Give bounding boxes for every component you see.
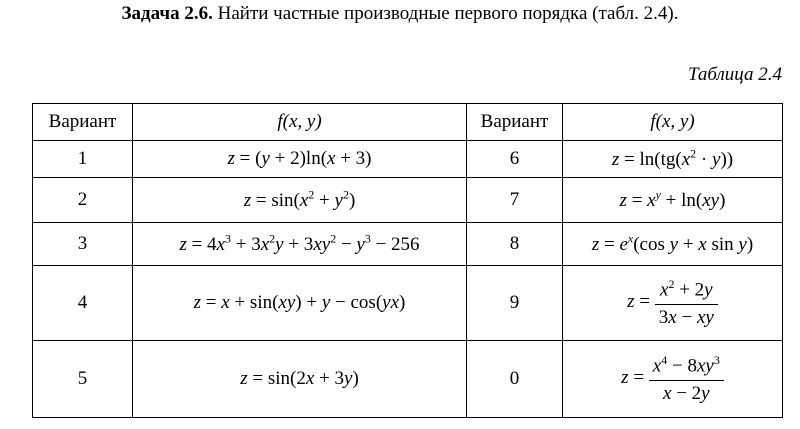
variant-number: 0 [467,341,563,418]
functions-table [32,103,783,418]
formula-image: z = x + sin(xy) + y − cos(yx) [133,266,467,341]
header-function-left: f(x, y) [133,104,467,141]
task-heading [0,2,800,26]
table-row [33,141,783,178]
variant-number: 7 [467,178,563,223]
formula-image: z = $\frac{x^4 - 8xy^3}{x - 2y}$ [563,341,783,418]
variant-number: 1 [33,141,133,178]
formula-image: z = $\frac{x^2 + 2y}{3x - xy}$ [563,266,783,341]
formula-image: z = sin(2x + 3y) [133,341,467,418]
formula-image: $z = e^x(\cos$ y + x sin y) [563,223,783,266]
formula-image: z = (y + 2)ln(x + 3) [133,141,467,178]
table-header-row [33,104,783,141]
task-text: Найти частные производные первого порядка (табл. 2.4). [212,3,679,24]
variant-number: 3 [33,223,133,266]
variant-number: 5 [33,341,133,418]
table-row [33,223,783,266]
header-variant-left: Вариант [33,104,133,141]
table-row [33,178,783,223]
table-row [33,341,783,418]
header-variant-right: Вариант [467,104,563,141]
header-function-right: f(x, y) [563,104,783,141]
task-label: Задача 2.6. [121,3,213,24]
variant-number: 2 [33,178,133,223]
table-caption: Таблица 2.4 [688,64,782,85]
formula-image: $z = x^y + \ln(xy)$ [563,178,783,223]
formula-image: $z = \sin(x^2 + y^2)$ [133,178,467,223]
variant-number: 6 [467,141,563,178]
formula-image: $z = 4x^3 + 3x^2y + 3xy^2 - y^3 - 256$ [133,223,467,266]
variant-number: 8 [467,223,563,266]
variant-number: 4 [33,266,133,341]
table-row [33,266,783,341]
formula-image: $z = \ln(tg(x^2 \cdot y))$ [563,141,783,178]
variant-number: 9 [467,266,563,341]
